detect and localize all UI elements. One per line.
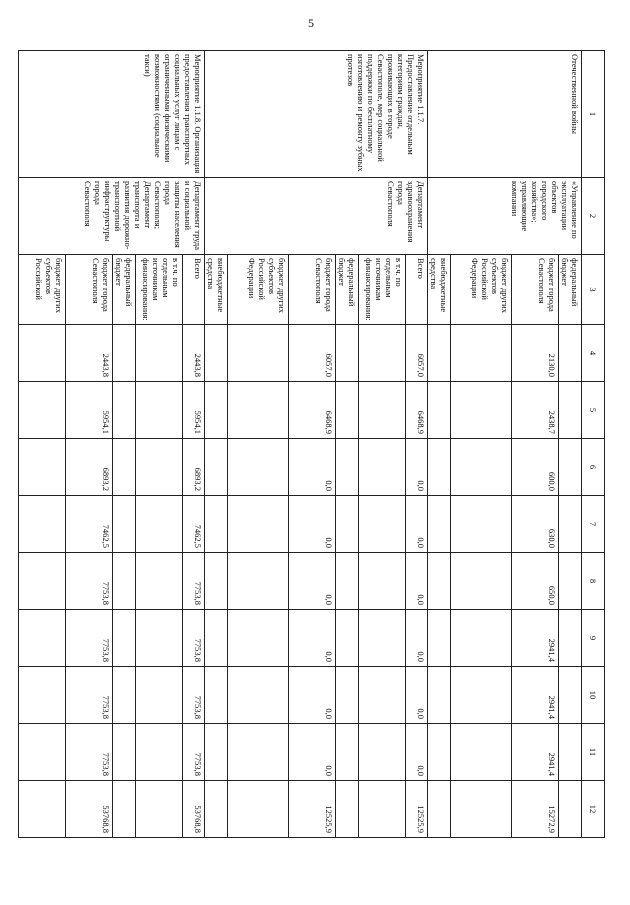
value-cell: 7462,5 [65,496,112,553]
value-cell [227,724,288,781]
value-cell [335,496,358,553]
column-header: 9 [582,610,605,667]
funding-source: внебюджетные средства [204,255,227,325]
value-cell: 600,0 [511,439,558,496]
value-cell: 6468,9 [288,382,335,439]
funding-source: бюджет города Севастополя [65,255,112,325]
value-cell: 2443,8 [182,325,204,382]
value-cell [18,325,65,382]
value-cell [18,781,65,838]
funding-source: в т.ч. по отдельным источникам финансирования: [135,255,182,325]
program-funding-table [18,50,605,838]
value-cell [112,610,135,667]
executor: «Управление по эксплуатации объектов городского хозяйства»; управляющие компании [427,178,581,255]
value-cell [227,781,288,838]
value-cell: 7462,5 [182,496,204,553]
value-cell: 6468,9 [405,382,427,439]
value-cell [204,439,227,496]
value-cell [427,667,450,724]
value-cell: 12525,9 [405,781,427,838]
value-cell: 6057,0 [405,325,427,382]
value-cell: 7753,8 [182,724,204,781]
value-cell: 7753,8 [65,553,112,610]
value-cell [558,667,581,724]
value-cell: 2443,8 [65,325,112,382]
value-cell [227,439,288,496]
value-cell [427,781,450,838]
measure-name: Мероприятие 1.1.8. Организация предоставления транспортных социальных услуг лицам с ограниченными физическими возможностями (социальное такси) [18,51,204,178]
value-cell [135,610,182,667]
value-cell: 0,0 [405,610,427,667]
column-header: 10 [582,667,605,724]
column-header: 6 [582,439,605,496]
value-cell: 7753,8 [182,667,204,724]
value-cell [112,724,135,781]
funding-source: Всего [405,255,427,325]
value-cell [335,439,358,496]
funding-source: внебюджетные средства [427,255,450,325]
funding-source: федеральный бюджет [558,255,581,325]
column-header: 5 [582,382,605,439]
value-cell: 6893,2 [182,439,204,496]
funding-source: федеральный бюджет [335,255,358,325]
value-cell [427,439,450,496]
value-cell: 2941,4 [511,724,558,781]
value-cell [558,781,581,838]
value-cell: 0,0 [288,724,335,781]
value-cell [450,667,511,724]
value-cell [18,553,65,610]
value-cell [450,610,511,667]
value-cell: 2438,7 [511,382,558,439]
value-cell: 0,0 [405,496,427,553]
funding-source: в т.ч. по отдельным источникам финансирования: [358,255,405,325]
funding-source: бюджет других субъектов Российской [18,255,65,325]
value-cell [450,781,511,838]
value-cell: 630,0 [511,496,558,553]
value-cell [427,325,450,382]
funding-source: федеральный бюджет [112,255,135,325]
value-cell: 7753,8 [65,724,112,781]
column-header: 12 [582,781,605,838]
rotated-table-wrapper [33,50,605,835]
value-cell [112,496,135,553]
value-cell [358,496,405,553]
value-cell [358,724,405,781]
value-cell [558,439,581,496]
value-cell [358,553,405,610]
value-cell [135,325,182,382]
column-header: 4 [582,325,605,382]
value-cell [450,439,511,496]
executor: Департамент здравоохранения города Севастополя [204,178,427,255]
value-cell [135,781,182,838]
value-cell [358,439,405,496]
value-cell [18,724,65,781]
value-cell [18,439,65,496]
value-cell: 0,0 [405,724,427,781]
value-cell [335,553,358,610]
column-header: 11 [582,724,605,781]
value-cell [18,382,65,439]
value-cell [335,781,358,838]
value-cell [450,724,511,781]
funding-source: бюджет города Севастополя [511,255,558,325]
value-cell [450,496,511,553]
value-cell: 650,0 [511,553,558,610]
value-cell: 7753,8 [65,610,112,667]
value-cell [204,553,227,610]
value-cell: 2130,0 [511,325,558,382]
column-header: 8 [582,553,605,610]
value-cell [558,610,581,667]
value-cell [335,610,358,667]
value-cell: 53768,8 [182,781,204,838]
value-cell: 7753,8 [182,553,204,610]
value-cell: 0,0 [405,439,427,496]
value-cell [18,610,65,667]
value-cell [135,439,182,496]
column-header: 2 [582,178,605,255]
value-cell [335,325,358,382]
table-row [182,51,204,838]
value-cell: 2941,4 [511,667,558,724]
value-cell [204,781,227,838]
value-cell: 5954,1 [65,382,112,439]
value-cell: 53768,8 [65,781,112,838]
value-cell [335,667,358,724]
value-cell [204,325,227,382]
value-cell [204,610,227,667]
value-cell [558,724,581,781]
value-cell [427,610,450,667]
value-cell [135,724,182,781]
value-cell [204,724,227,781]
value-cell [204,496,227,553]
value-cell [112,781,135,838]
value-cell [18,667,65,724]
value-cell [558,553,581,610]
table-row [405,51,427,838]
value-cell: 6893,2 [65,439,112,496]
column-header: 7 [582,496,605,553]
value-cell [227,610,288,667]
value-cell [227,382,288,439]
executor: Департамент труда и социальной защиты населения города Севастополя; Департамент транспорта и развития дорожно-транспортной инфраструктуры города Севастополя [18,178,204,255]
value-cell: 6057,0 [288,325,335,382]
value-cell: 7753,8 [182,610,204,667]
value-cell [427,496,450,553]
value-cell: 0,0 [288,553,335,610]
page-number: 5 [308,16,314,30]
value-cell [450,325,511,382]
funding-source: бюджет города Севастополя [288,255,335,325]
value-cell [135,667,182,724]
value-cell [358,325,405,382]
table-row [558,51,581,838]
funding-source: бюджет других субъектов Российской Федерации [450,255,511,325]
value-cell: 0,0 [288,667,335,724]
value-cell [135,382,182,439]
value-cell: 12525,9 [288,781,335,838]
value-cell: 7753,8 [65,667,112,724]
value-cell [135,553,182,610]
value-cell [227,325,288,382]
value-cell [358,667,405,724]
value-cell [558,496,581,553]
value-cell [335,382,358,439]
value-cell [450,553,511,610]
value-cell [112,382,135,439]
value-cell: 0,0 [405,553,427,610]
column-header: 1 [582,51,605,178]
value-cell [227,553,288,610]
value-cell [112,439,135,496]
value-cell [18,496,65,553]
value-cell [427,382,450,439]
value-cell: 2941,4 [511,610,558,667]
value-cell [227,667,288,724]
value-cell [135,496,182,553]
value-cell [558,325,581,382]
value-cell [358,781,405,838]
value-cell: 0,0 [288,439,335,496]
column-header: 3 [582,255,605,325]
value-cell [427,724,450,781]
value-cell: 0,0 [405,667,427,724]
funding-source: Всего [182,255,204,325]
value-cell: 0,0 [288,496,335,553]
value-cell [335,724,358,781]
value-cell [112,325,135,382]
value-cell: 5954,1 [182,382,204,439]
value-cell [450,382,511,439]
value-cell [112,553,135,610]
value-cell [112,667,135,724]
value-cell [227,496,288,553]
measure-name: Отечественной войны [427,51,581,178]
value-cell: 0,0 [288,610,335,667]
value-cell [358,610,405,667]
value-cell [204,667,227,724]
value-cell [204,382,227,439]
funding-source: бюджет других субъектов Российской Федерации [227,255,288,325]
measure-name: Мероприятие 1.1.7. Предоставление отдельным категориям граждан, проживающих в городе Севастополе, мер социальной поддержки по бесплатному изготовлению и ремонту зубных протезов [204,51,427,178]
value-cell: 15272,9 [511,781,558,838]
column-number-row [582,51,605,838]
value-cell [358,382,405,439]
value-cell [558,382,581,439]
value-cell [427,553,450,610]
